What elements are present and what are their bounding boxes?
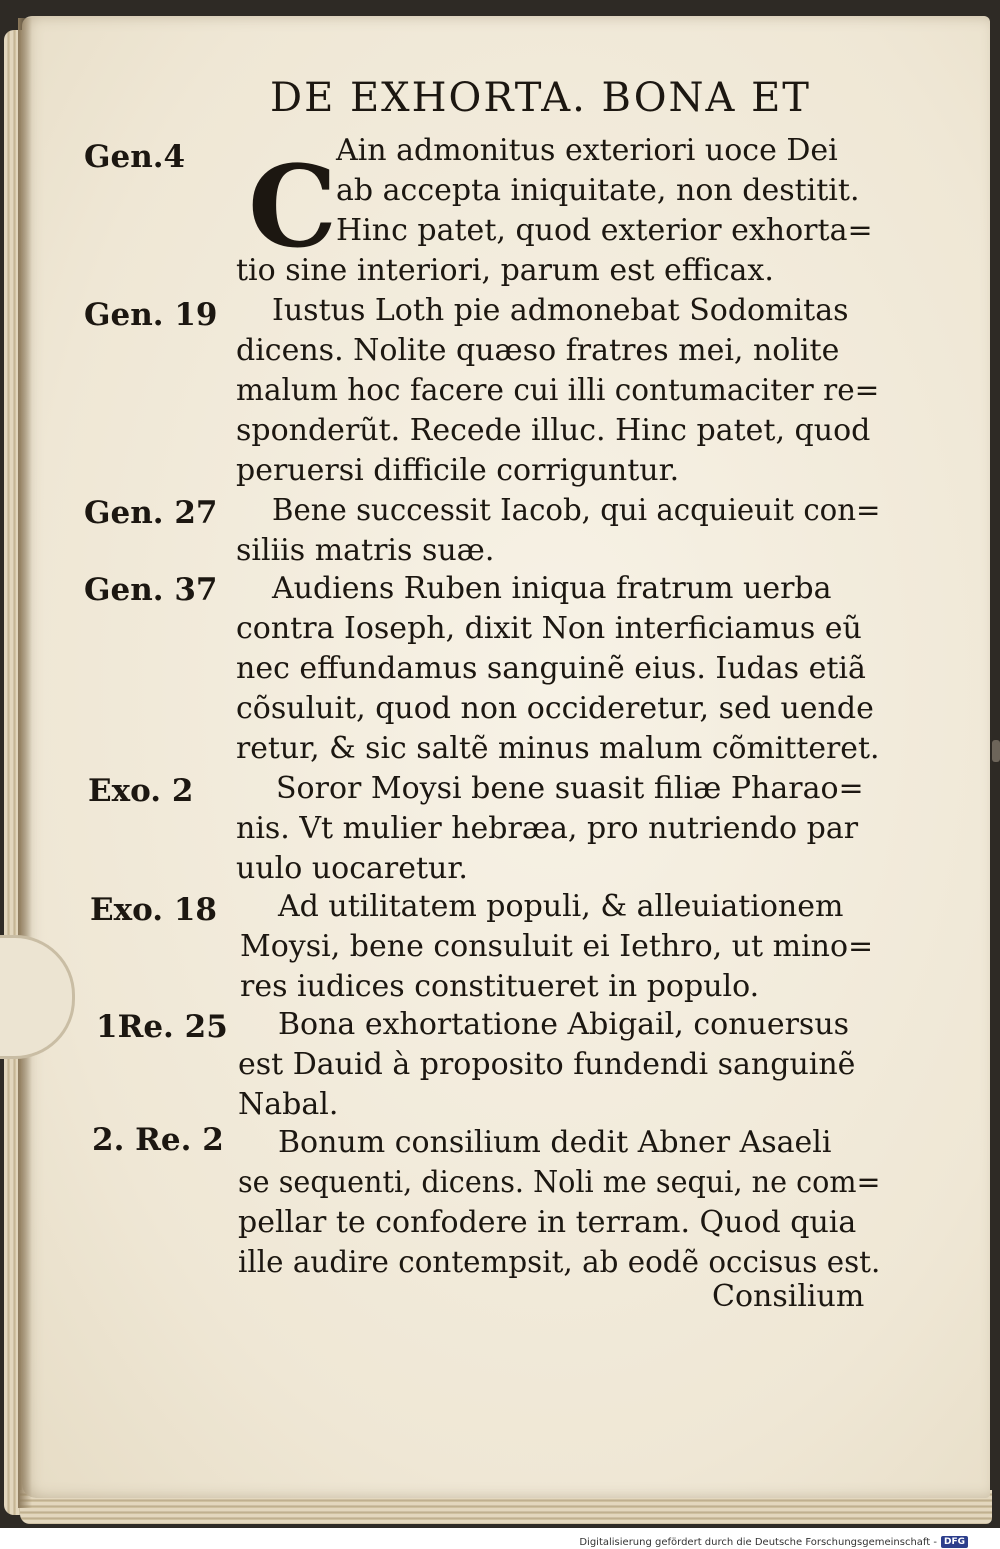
margin-note: 2. Re. 2 bbox=[92, 1122, 224, 1158]
text-line: nec effundamus sanguinẽ eius. Iudas etiã bbox=[236, 651, 866, 686]
text-line: ab accepta iniquitate, non destitit. bbox=[336, 173, 860, 208]
text-line: nis. Vt mulier hebræa, pro nutriendo par bbox=[236, 811, 859, 846]
text-line: ille audire contempsit, ab eodẽ occisus est. bbox=[238, 1245, 881, 1280]
text-line: pellar te confodere in terram. Quod quia bbox=[238, 1205, 857, 1240]
text-line: malum hoc facere cui illi contumaciter re= bbox=[236, 373, 880, 408]
text-line: Audiens Ruben iniqua fratrum uerba bbox=[272, 571, 832, 606]
text-line: Bona exhortatione Abigail, conuersus bbox=[278, 1007, 850, 1042]
text-line: sponderũt. Recede illuc. Hinc patet, quod bbox=[236, 413, 871, 448]
text-line: Bonum consilium dedit Abner Asaeli bbox=[278, 1125, 832, 1160]
text-line: Iustus Loth pie admonebat Sodomitas bbox=[272, 293, 849, 328]
text-line: se sequenti, dicens. Noli me sequi, ne com= bbox=[238, 1165, 881, 1200]
margin-note: Gen. 37 bbox=[84, 572, 218, 608]
margin-note: 1Re. 25 bbox=[96, 1009, 228, 1045]
margin-note: Exo. 2 bbox=[88, 773, 194, 809]
text-line: uulo uocaretur. bbox=[236, 851, 468, 886]
credit-text: Digitalisierung gefördert durch die Deutsche Forschungsgemeinschaft - bbox=[579, 1536, 937, 1548]
dfg-logo: DFG bbox=[941, 1536, 968, 1548]
margin-note: Gen. 19 bbox=[84, 297, 218, 333]
drop-cap: C bbox=[248, 142, 338, 273]
text-line: res iudices constitueret in populo. bbox=[240, 969, 760, 1004]
text-line: Ad utilitatem populi, & alleuiationem bbox=[278, 889, 844, 924]
text-line: est Dauid à proposito fundendi sanguinẽ bbox=[238, 1047, 856, 1082]
page-stain bbox=[992, 740, 1000, 762]
text-line: cõsuluit, quod non occideretur, sed uende bbox=[236, 691, 874, 726]
digitization-credit bbox=[579, 1536, 968, 1548]
text-line: siliis matris suæ. bbox=[236, 533, 495, 568]
margin-note: Exo. 18 bbox=[90, 892, 217, 928]
text-line: Moysi, bene consuluit ei Iethro, ut mino= bbox=[240, 929, 874, 964]
text-line: Soror Moysi bene suasit filiæ Pharao= bbox=[276, 771, 864, 806]
catchword: Consilium bbox=[712, 1279, 865, 1314]
margin-note: Gen.4 bbox=[84, 139, 186, 175]
text-line: Hinc patet, quod exterior exhorta= bbox=[336, 213, 873, 248]
spine-shadow bbox=[18, 18, 32, 1508]
text-line: peruersi difficile corriguntur. bbox=[236, 453, 680, 488]
text-line: Bene successit Iacob, qui acquieuit con= bbox=[272, 493, 881, 528]
text-line: dicens. Nolite quæso fratres mei, nolite bbox=[236, 333, 840, 368]
text-line: contra Ioseph, dixit Non interficiamus eũ bbox=[236, 611, 862, 646]
text-line: retur, & sic saltẽ minus malum cõmitteret. bbox=[236, 731, 880, 766]
text-line: Ain admonitus exteriori uoce Dei bbox=[336, 133, 838, 168]
text-line: Nabal. bbox=[238, 1087, 339, 1122]
margin-note: Gen. 27 bbox=[84, 495, 218, 531]
running-header: DE EXHORTA. BONA ET bbox=[270, 75, 811, 121]
text-line: tio sine interiori, parum est efficax. bbox=[236, 253, 774, 288]
